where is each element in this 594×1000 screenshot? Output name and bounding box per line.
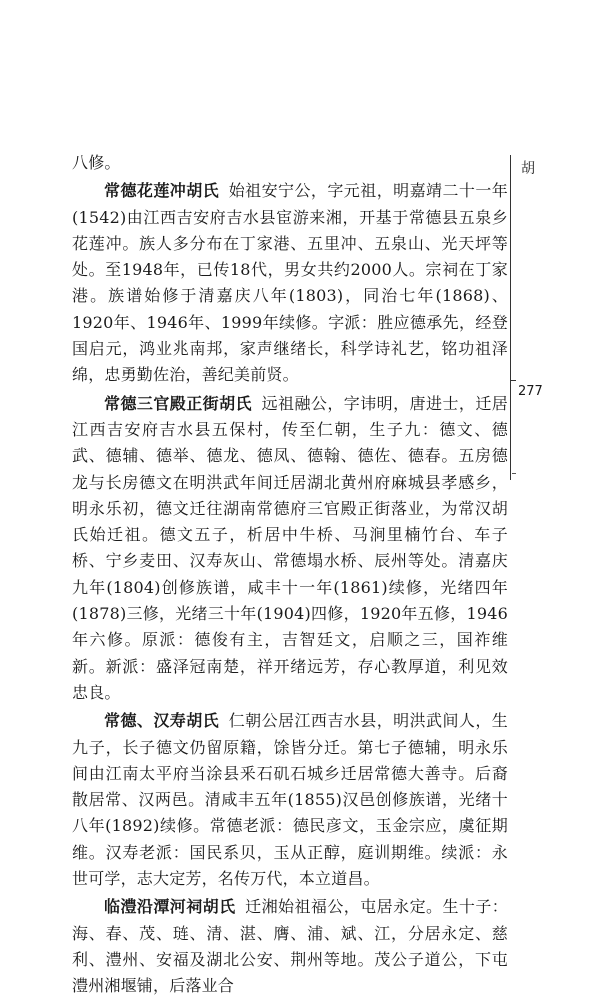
margin-rule-tick — [510, 380, 516, 381]
entry-text: 仁朝公居江西吉水县，明洪武间人，生九子，长子德文仍留原籍，馀皆分迁。第七子德辅，明永乐间由江南太平府当涂县釆石矶石城乡迁居常德大善寺。后裔散居常、汉两邑。清咸丰五年(1855)汉邑创修族谱，光绪十八年(1892)续修。常德老派：德民彦文，玉金宗应，虞征期维。汉寿老派：国民系贝，玉从正醇，庭训期维。续派：永世可学，志大定芳，名传万代，本立道昌。 — [72, 711, 508, 889]
entry-heading: 临澧沿潭河祠胡氏 — [104, 897, 236, 917]
entry-changde-hanshou — [72, 708, 508, 892]
entry-text: 迁湘始祖福公，屯居永定。生十子：海、春、茂、琏、清、湛、膺、浦、斌、江，分居永定、慈利、澧州、安福及湖北公安、荆州等地。茂公子道公，下屯澧州湘堰铺，后落业合 — [72, 897, 508, 996]
paragraph-text: 八修。 — [72, 153, 121, 172]
running-head: 胡 — [521, 161, 535, 177]
entry-heading: 常德花莲冲胡氏 — [104, 181, 220, 201]
entry-changde-hualianchong — [72, 178, 508, 388]
entry-changde-sanguandian — [72, 391, 508, 707]
entry-heading: 常德、汉寿胡氏 — [104, 711, 220, 731]
margin-mark — [512, 473, 516, 474]
margin-rule — [510, 155, 511, 480]
page-number: 277 — [518, 384, 543, 399]
entry-heading: 常德三官殿正街胡氏 — [104, 393, 252, 413]
paragraph-continuation — [72, 150, 508, 176]
body-text — [72, 150, 508, 1000]
entry-text: 始祖安宁公，字元祖，明嘉靖二十一年(1542)由江西吉安府吉水县宦游来湘，开基于常德县五泉乡花莲冲。族人多分布在丁家港、五里冲、五泉山、光天坪等处。至1948年，已传18代，男女共约2000人。宗祠在丁家港。族谱始修于清嘉庆八年(1803)，同治七年(1868)、1920年、1946年、1999年续修。字派：胜应德承先，经登国启元，鸿业兆南邦，家声继绪长，科学诗礼艺，铭功祖泽绵，忠勇勤佐治，善纪美前贤。 — [72, 181, 508, 385]
entry-linli-yantan — [72, 894, 508, 999]
entry-text: 远祖融公，字讳明，唐进士，迁居江西吉安府吉水县五保村，传至仁朝，生子九：德文、德武、德辅、德举、德龙、德凤、德翰、德佐、德春。五房德龙与长房德文在明洪武年间迁居湖北黄州府麻城县孝感乡，明永乐初，德文迁往湖南常德府三官殿正街落业，为常汉胡氏始迁祖。德文五子，析居中牛桥、马涧里楠竹台、车子桥、宁乡麦田、汉寿灰山、常德塌水桥、辰州等处。清嘉庆九年(1804)创修族谱，咸丰十一年(1861)续修，光绪四年(1878)三修，光绪三十年(1904)四修，1920年五修，1946年六修。原派：德俊有主，吉智廷文，启顺之三，国祚维新。新派：盛泽冠南楚，祥开绪远芳，存心教厚道，利见效忠良。 — [72, 393, 508, 702]
